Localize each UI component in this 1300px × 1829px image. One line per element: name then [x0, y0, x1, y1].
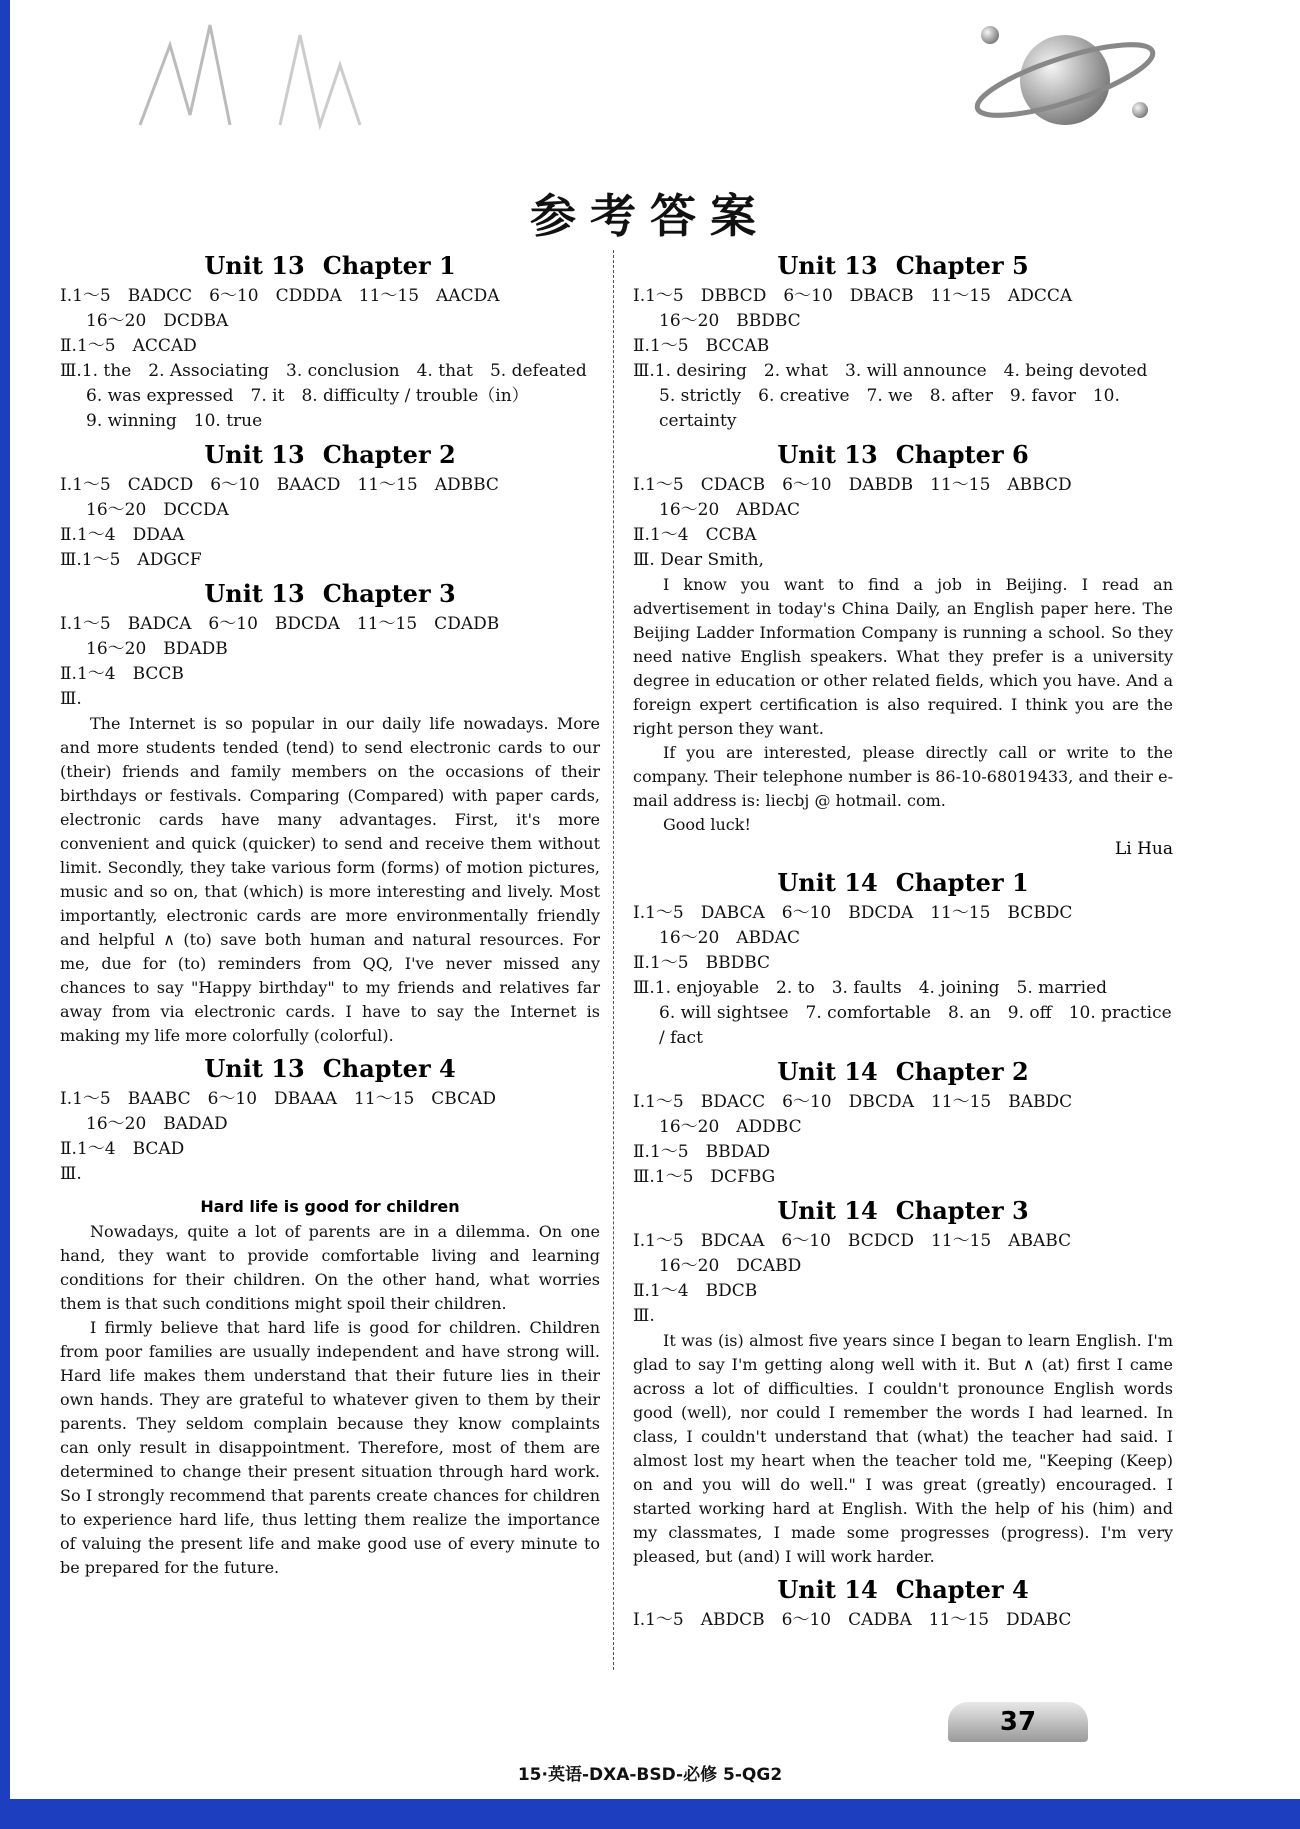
- section-u14c4: [633, 1575, 1173, 1633]
- answer-line: 5. strictly 6. creative 7. we 8. after 9. favor 10. certainty: [659, 386, 1126, 431]
- section-heading: Unit 13 Chapter 2: [204, 440, 456, 469]
- section-heading: Unit 14 Chapter 2: [777, 1057, 1029, 1086]
- answer-line: Ⅰ.1～5 DABCA 6～10 BDCDA 11～15 BCBDC: [633, 903, 1073, 923]
- answer-line: Ⅲ.: [633, 1306, 655, 1326]
- answer-line: Ⅰ.1～5 BADCA 6～10 BDCDA 11～15 CDADB: [60, 614, 500, 634]
- section-u14c3: [633, 1196, 1173, 1569]
- answer-line: Ⅰ.1～5 BDACC 6～10 DBCDA 11～15 BABDC: [633, 1092, 1073, 1112]
- answer-line: Ⅲ.1～5 ADGCF: [60, 550, 202, 570]
- right-column: [633, 245, 1173, 1633]
- page-number: 37: [948, 1702, 1088, 1742]
- page-title: 参考答案: [530, 189, 770, 243]
- answer-line: 16～20 BADAD: [86, 1114, 228, 1134]
- answer-line: Ⅰ.1～5 CDACB 6～10 DABDB 11～15 ABBCD: [633, 475, 1072, 495]
- answer-line: Ⅲ.1. enjoyable 2. to 3. faults 4. joining 5. married: [633, 978, 1108, 998]
- answer-line: Ⅲ.: [60, 1164, 82, 1184]
- answer-line: / fact: [659, 1028, 703, 1048]
- section-heading: Unit 13 Chapter 3: [204, 579, 456, 608]
- section-heading: Unit 14 Chapter 1: [777, 868, 1029, 897]
- answer-line: Ⅰ.1～5 BDCAA 6～10 BCDCD 11～15 ABABC: [633, 1231, 1072, 1251]
- section-u13c6: [633, 440, 1173, 862]
- answer-line: Ⅱ.1～5 BBDAD: [633, 1142, 771, 1162]
- answer-line: Ⅲ.1. the 2. Associating 3. conclusion 4. that 5. defeated: [60, 361, 587, 381]
- section-heading: Unit 13 Chapter 6: [777, 440, 1029, 469]
- section-u13c3: [60, 579, 600, 1048]
- left-column: [60, 245, 600, 1580]
- answer-line: 6. will sightsee 7. comfortable 8. an 9. off 10. practice: [659, 1003, 1172, 1023]
- answer-line: Ⅲ.1～5 DCFBG: [633, 1167, 776, 1187]
- section-u13c2: [60, 440, 600, 573]
- section-u14c1: [633, 868, 1173, 1051]
- answer-line: Ⅰ.1～5 BADCC 6～10 CDDDA 11～15 AACDA: [60, 286, 500, 306]
- letter-signature: Li Hua: [1114, 839, 1173, 859]
- answer-line: 16～20 DCABD: [659, 1256, 802, 1276]
- section-heading: Unit 13 Chapter 5: [777, 251, 1029, 280]
- answer-line: Ⅱ.1～4 BCAD: [60, 1139, 185, 1159]
- answer-line: Ⅱ.1～4 CCBA: [633, 525, 757, 545]
- column-divider: [613, 250, 614, 1670]
- answer-line: 16～20 DCDBA: [86, 311, 229, 331]
- answer-line: 16～20 BDADB: [86, 639, 228, 659]
- section-heading: Unit 13 Chapter 4: [204, 1054, 456, 1083]
- answer-line: 16～20 BBDBC: [659, 311, 801, 331]
- letter-paragraph: I know you want to find a job in Beijing. I read an advertisement in today's China Daily, an English paper here. The Beijing Ladder Information Company is running a school. So they need native English speakers. What they prefer is a university degree in education or other related fields, which you have. And a foreign expert certification is also required. I think you are the right person they want.: [633, 575, 1173, 738]
- answer-line: Ⅲ. Dear Smith,: [633, 550, 764, 570]
- answer-line: Ⅱ.1～4 BCCB: [60, 664, 184, 684]
- answer-line: Ⅱ.1～5 BBDBC: [633, 953, 771, 973]
- bottom-band: [0, 1799, 1300, 1829]
- answer-line: Ⅱ.1～5 BCCAB: [633, 336, 770, 356]
- essay-paragraph: Nowadays, quite a lot of parents are in a dilemma. On one hand, they want to provide comfortable living and learning conditions for their children. On the other hand, what worries them is that such conditions might spoil their children.: [60, 1222, 600, 1313]
- answer-line: 16～20 DCCDA: [86, 500, 229, 520]
- answer-line: 16～20 ADDBC: [659, 1117, 802, 1137]
- letter-paragraph: If you are interested, please directly call or write to the company. Their telephone number is 86-10-68019433, and their e-mail address is: liecbj @ hotmail. com.: [633, 743, 1173, 810]
- answer-line: Ⅰ.1～5 DBBCD 6～10 DBACB 11～15 ADCCA: [633, 286, 1073, 306]
- section-u13c1: [60, 251, 600, 434]
- answer-line: Ⅱ.1～5 ACCAD: [60, 336, 197, 356]
- binding-strip: [0, 0, 10, 1829]
- correction-essay: The Internet is so popular in our daily life nowadays. More and more students tended (tend) to send electronic cards to our (their) friends and family members on the occasions of their birthdays or festivals. Comparing (Compared) with paper cards, electronic cards have many advantages. First, it's more convenient and quick (quicker) to send and receive them without limit. Secondly, they take various form (forms) of motion pictures, music and so on, that (which) is more interesting and lively. Most importantly, electronic cards are more environmentally friendly and helpful ∧ (to) save both human and natural resources. For me, due for (to) reminders from QQ, I've never missed any chances to say "Happy birthday" to my friends and relatives far away from via electronic cards. I have to say the Internet is making my life more colorfully (colorful).: [60, 714, 600, 1045]
- answer-line: 16～20 ABDAC: [659, 500, 800, 520]
- answer-line: 6. was expressed 7. it 8. difficulty / trouble（in）: [86, 386, 529, 406]
- footer-code: 15·英语-DXA-BSD-必修 5-QG2: [517, 1765, 783, 1785]
- answer-line: Ⅲ.: [60, 689, 82, 709]
- answer-line: Ⅱ.1～4 BDCB: [633, 1281, 758, 1301]
- letter-paragraph: Good luck!: [663, 815, 751, 834]
- answer-line: 16～20 ABDAC: [659, 928, 800, 948]
- answer-line: Ⅱ.1～4 DDAA: [60, 525, 185, 545]
- answer-line: Ⅰ.1～5 ABDCB 6～10 CADBA 11～15 DDABC: [633, 1610, 1072, 1630]
- answer-line: 9. winning 10. true: [86, 411, 263, 431]
- answer-line: Ⅰ.1～5 BAABC 6～10 DBAAA 11～15 CBCAD: [60, 1089, 497, 1109]
- section-u14c2: [633, 1057, 1173, 1190]
- correction-essay: It was (is) almost five years since I began to learn English. I'm glad to say I'm getting along well with it. But ∧ (at) first I came across a lot of difficulties. I couldn't pronounce English words good (well), nor could I remember the words I had learned. In class, I couldn't understand that (what) the teacher had said. I almost lost my heart when the teacher told me, "Keeping (Keep) on and you will do well." I was great (greatly) encouraged. I started working hard at English. With the help of his (him) and my classmates, I made some progresses (progress). I'm very pleased, but (and) I will work harder.: [633, 1331, 1173, 1566]
- section-u13c5: [633, 251, 1173, 434]
- section-heading: Unit 14 Chapter 4: [777, 1575, 1029, 1604]
- planet-illustration: [960, 15, 1160, 135]
- section-u13c4: [60, 1054, 600, 1580]
- essay-paragraph: I firmly believe that hard life is good for children. Children from poor families are usually independent and have strong will. Hard life makes them understand that their future lies in their own hands. They are grateful to whatever given to them by their parents. They seldom complain because they know complaints can only result in disappointment. Therefore, most of them are determined to change their present situation through hard work. So I strongly recommend that parents create chances for children to experience hard life, thus letting them realize the importance of valuing the present life and make good use of every minute to be prepared for the future.: [60, 1318, 600, 1577]
- essay-title: Hard life is good for children: [200, 1197, 460, 1216]
- section-heading: Unit 14 Chapter 3: [777, 1196, 1029, 1225]
- decorative-sketch: [130, 5, 430, 145]
- answer-line: Ⅰ.1～5 CADCD 6～10 BAACD 11～15 ADBBC: [60, 475, 499, 495]
- answer-line: Ⅲ.1. desiring 2. what 3. will announce 4. being devoted: [633, 361, 1148, 381]
- section-heading: Unit 13 Chapter 1: [204, 251, 456, 280]
